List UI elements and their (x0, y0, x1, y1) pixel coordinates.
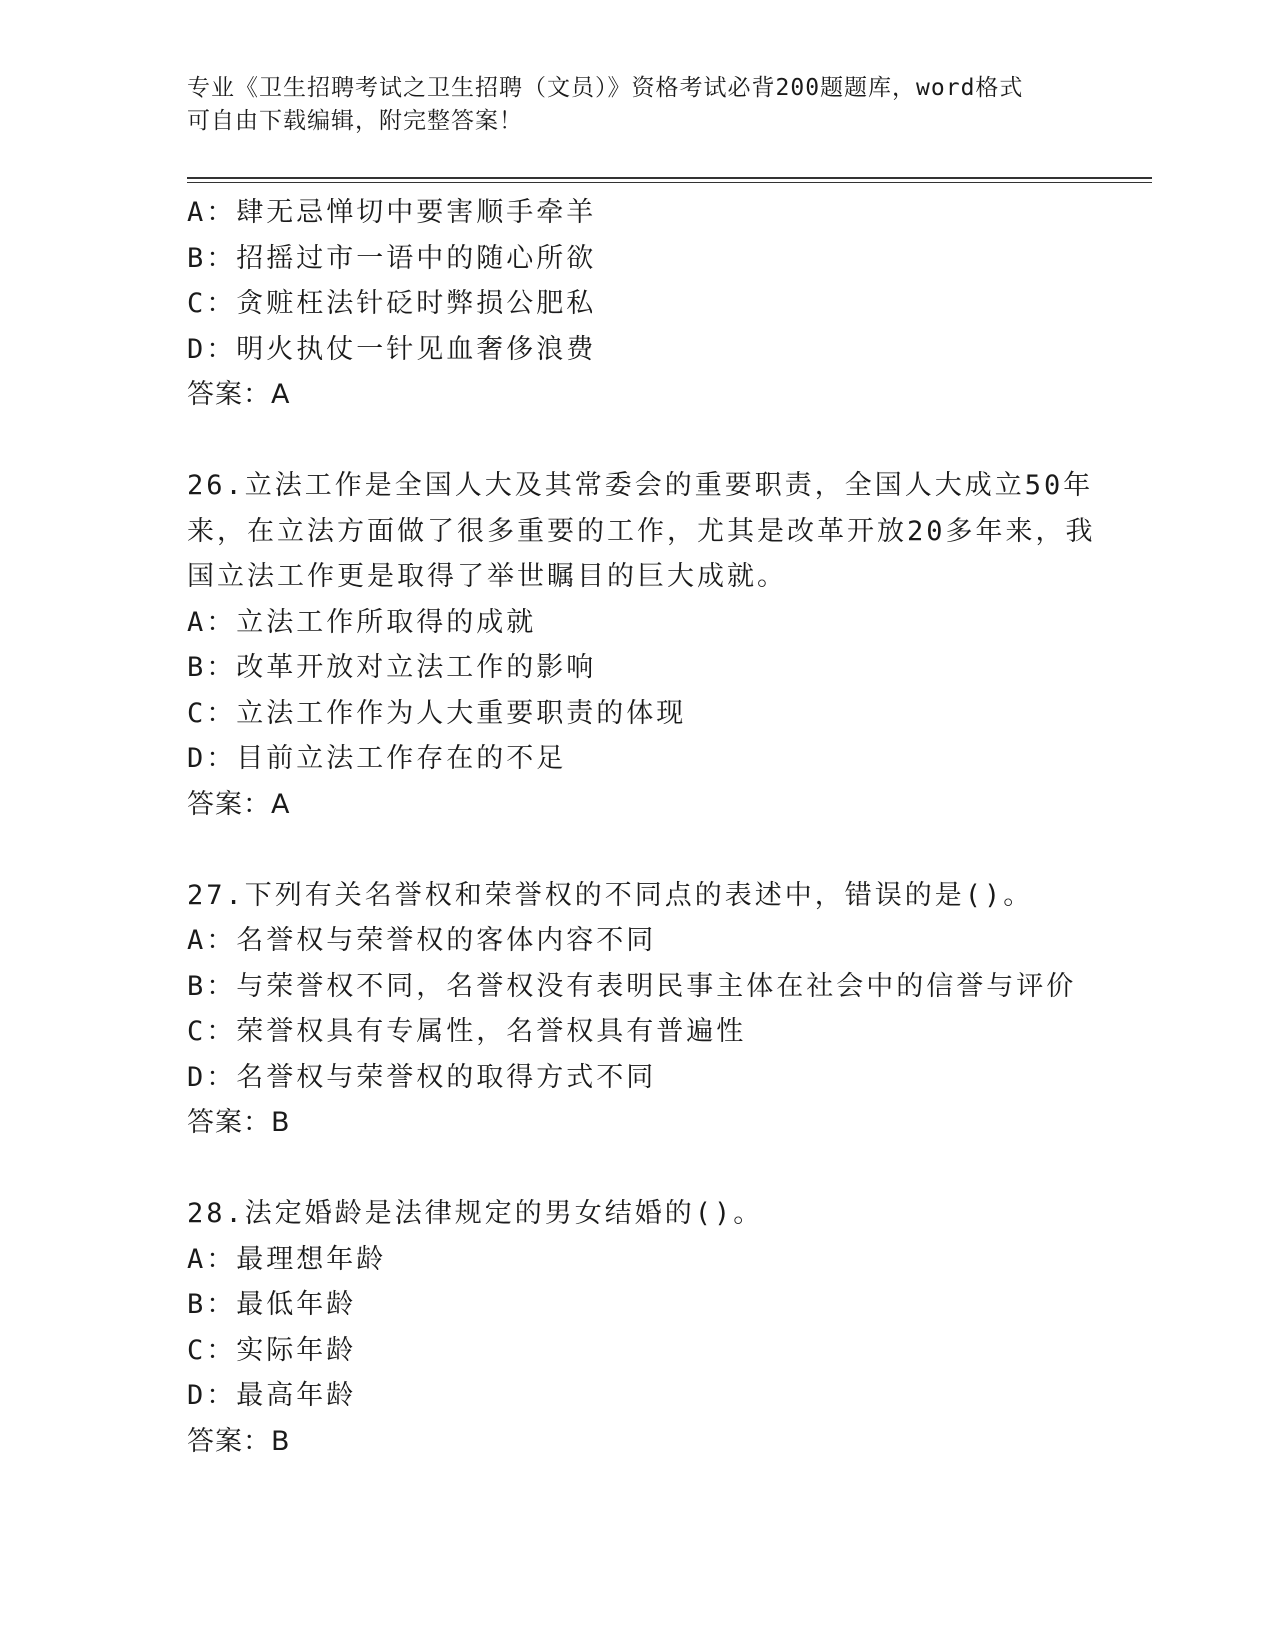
header-title-line-1: 专业《卫生招聘考试之卫生招聘（文员）》资格考试必背200题题库，word格式 (187, 75, 1024, 101)
option-c: C：立法工作作为人大重要职责的体现 (187, 697, 687, 729)
document-header (187, 72, 1087, 138)
header-divider-thick (187, 177, 1152, 179)
question-spacer (187, 1146, 1087, 1192)
option-c: C：贪赃枉法针砭时弊损公肥私 (187, 288, 597, 319)
option-b: B：与荣誉权不同，名誉权没有表明民事主体在社会中的信誉与评价 (187, 970, 1077, 1002)
option-a: A：立法工作所取得的成就 (187, 606, 537, 638)
option-b: B：招摇过市一语中的随心所欲 (187, 242, 597, 274)
question-stem-line: 28.法定婚龄是法律规定的男女结婚的()。 (187, 1198, 764, 1229)
option-d: D：明火执仗一针见血奢侈浪费 (187, 333, 597, 365)
question-spacer (187, 827, 1087, 873)
option-a: A：名誉权与荣誉权的客体内容不同 (187, 925, 657, 956)
question-stem-line: 来，在立法方面做了很多重要的工作，尤其是改革开放20多年来，我 (187, 515, 1096, 547)
option-c: C：实际年龄 (187, 1334, 357, 1366)
option-a: A：最理想年龄 (187, 1243, 387, 1275)
option-d: D：最高年龄 (187, 1380, 357, 1411)
question-stem-line: 26.立法工作是全国人大及其常委会的重要职责，全国人大成立50年 (187, 470, 1094, 501)
option-d: D：名誉权与荣誉权的取得方式不同 (187, 1061, 657, 1093)
answer-line: 答案：A (187, 379, 291, 410)
header-title-line-2: 可自由下载编辑，附完整答案！ (187, 108, 523, 134)
question-28-block (187, 1191, 1087, 1464)
question-25-block (187, 190, 1087, 418)
question-stem-line: 27.下列有关名誉权和荣誉权的不同点的表述中，错误的是()。 (187, 879, 1034, 911)
question-27-block (187, 873, 1087, 1146)
answer-line: 答案：B (187, 1425, 291, 1457)
question-stem-line: 国立法工作更是取得了举世瞩目的巨大成就。 (187, 561, 787, 592)
question-list (187, 190, 1096, 1464)
question-spacer (187, 418, 1087, 464)
answer-line: 答案：A (187, 788, 291, 820)
option-b: B：改革开放对立法工作的影响 (187, 652, 597, 683)
answer-line: 答案：B (187, 1107, 291, 1138)
question-26-block (187, 463, 1096, 827)
option-c: C：荣誉权具有专属性，名誉权具有普遍性 (187, 1016, 747, 1047)
option-d: D：目前立法工作存在的不足 (187, 743, 567, 774)
header-divider-thin (187, 182, 1152, 183)
option-b: B：最低年龄 (187, 1289, 357, 1320)
option-a: A：肆无忌惮切中要害顺手牵羊 (187, 197, 597, 228)
